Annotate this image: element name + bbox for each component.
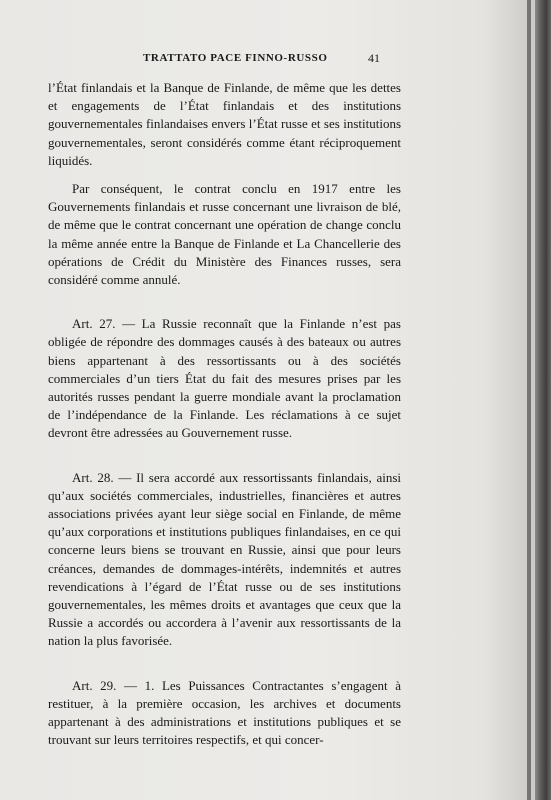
paragraph-continuation: l’État finlandais et la Banque de Finlande, de même que les dettes et engagements de l’État finlandais et des institutions gouvernementales finlandaises envers l’État russe et ses institutions gouvernementales, seront considérés comme étant réciproquement liquidés. [48, 80, 401, 168]
page-number: 41 [368, 51, 380, 65]
page-header [0, 52, 538, 68]
book-spine-edge [535, 0, 551, 800]
article-29: Art. 29. — 1. Les Puissances Contractantes s’engagent à restituer, à la première occasion, les archives et documents appartenant à des administrations et institutions publiques et se trouvant sur leurs territoires respectifs, et qui concer- [48, 677, 401, 748]
article-28: Art. 28. — Il sera accordé aux ressortissants finlandais, ainsi qu’aux sociétés commerciales, industrielles, financières et autres associations privées ayant leur siège social en Finlande, de même qu’aux corporations et institutions publiques finlandaises, en ce qui concerne leurs biens se trouvant en Russie, ainsi que pour leurs créances, demandes de dommages-intérêts, indemnités et autres revendications à l’égard de l’État russe ou de ses institutions gouvernementales, les mêmes droits et avantages que ceux que la Russie a accordés ou accordera à l’avenir aux ressortissants de la nation la plus favorisée. [48, 469, 401, 649]
paragraph-consequence: Par conséquent, le contrat conclu en 1917 entre les Gouvernements finlandais et russe concernant une livraison de blé, de même que le contrat concernant une opération de change conclu la même année entre la Banque de Finlande et La Chancellerie des opérations de Crédit du Ministère des Finances russes, sera considéré comme annulé. [48, 181, 401, 288]
body-text [48, 79, 401, 750]
article-27: Art. 27. — La Russie reconnaît que la Finlande n’est pas obligée de répondre des dommages causés à des bateaux ou autres biens appartenant à des ressortissants ou à des sociétés commerciales d’un tiers État du fait des mesures prises par les autorités russes pendant la guerre mondiale avant la proclamation de l’indépendance de la Finlande. Les réclamations à ce sujet devront être adressées au Gouvernement russe. [48, 316, 401, 441]
page-gutter-shadow [527, 0, 531, 800]
running-title: TRATTATO PACE FINNO-RUSSO [143, 52, 328, 64]
